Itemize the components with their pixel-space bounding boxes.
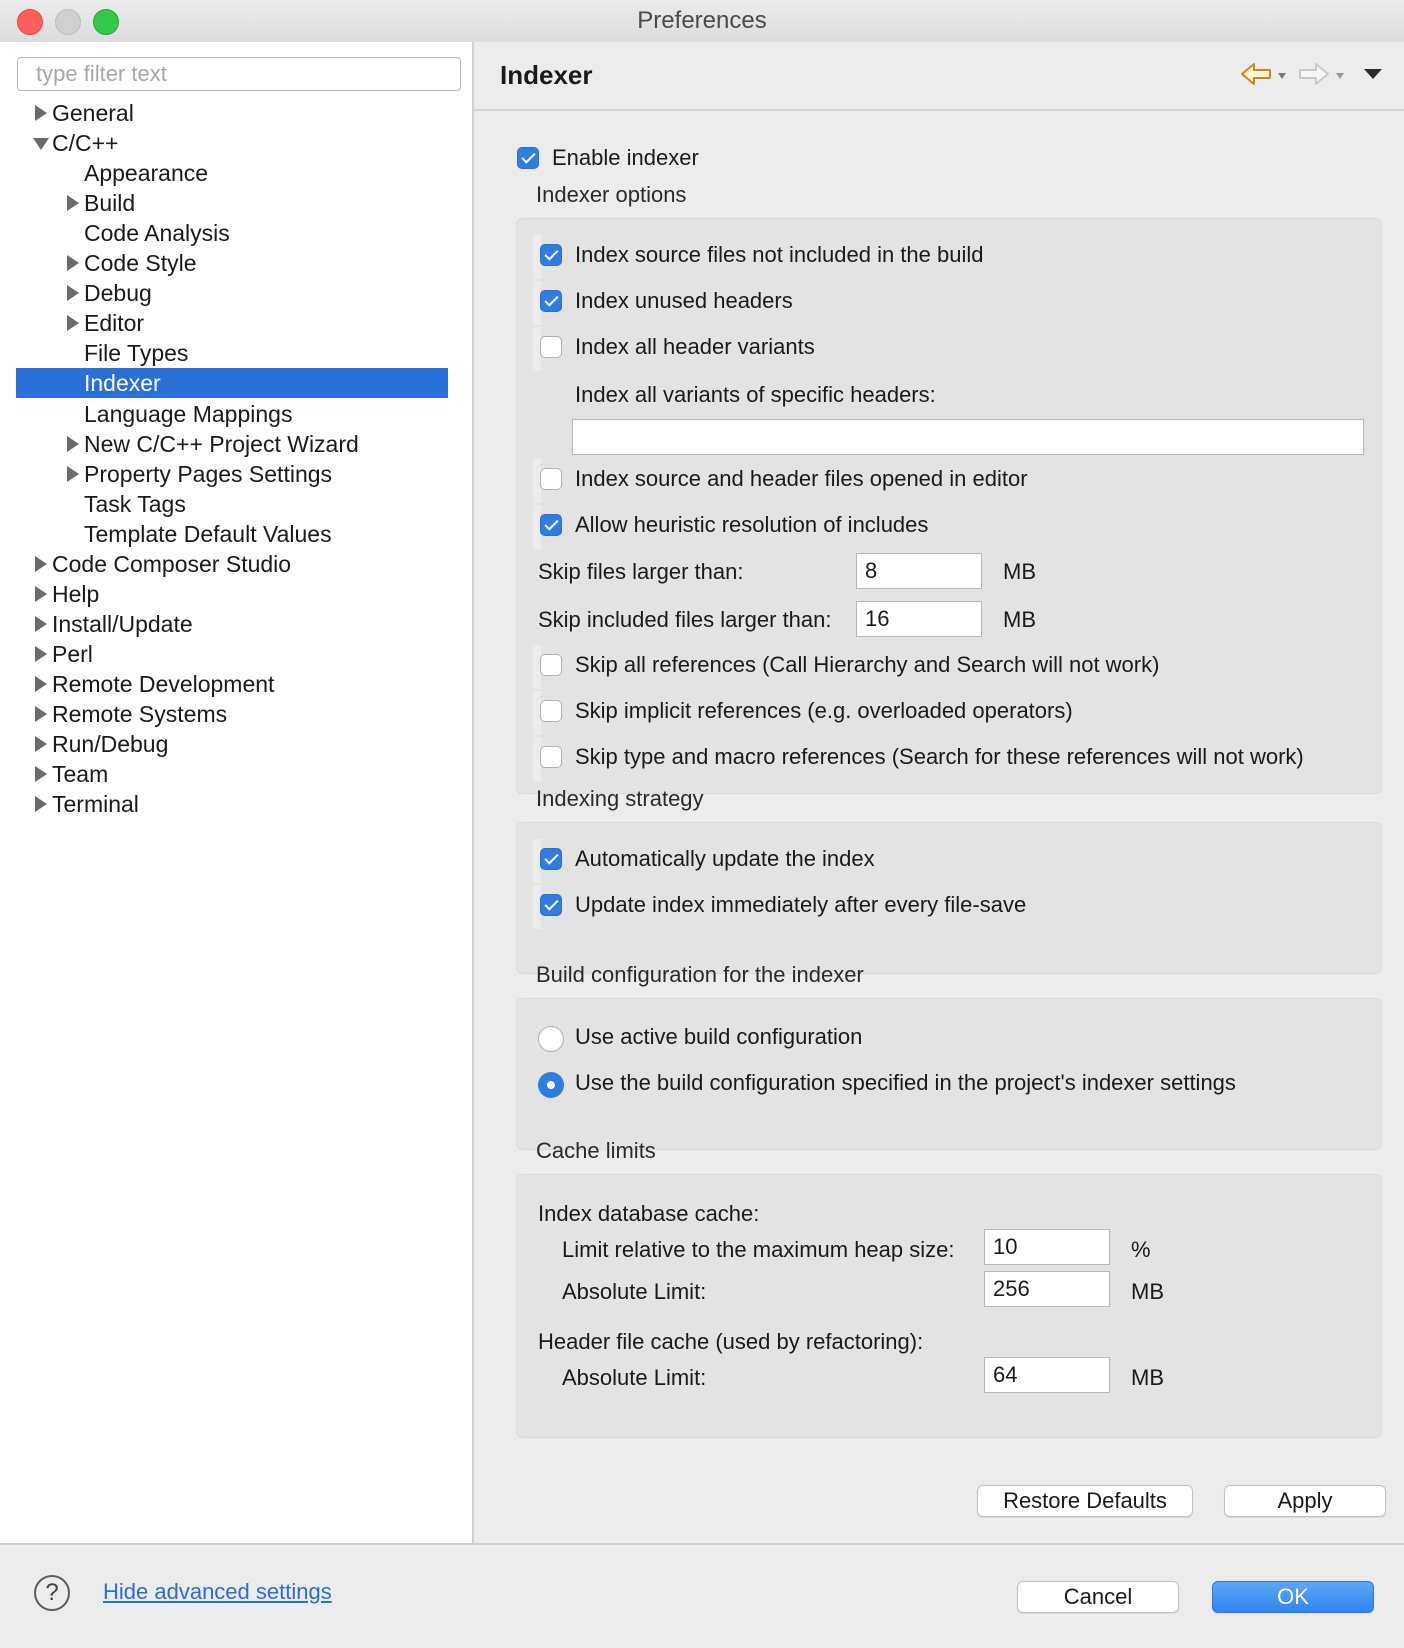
enable-indexer-label: Enable indexer	[552, 145, 699, 170]
update-on-save-check[interactable]	[540, 894, 562, 916]
tree-item[interactable]	[0, 218, 470, 248]
tree-item-label: Code Style	[84, 250, 197, 276]
skip-included-input[interactable]	[856, 601, 982, 637]
tree-item[interactable]	[0, 759, 470, 789]
title-bar	[0, 0, 1404, 43]
cancel-button[interactable]: Cancel	[1017, 1581, 1179, 1613]
update-on-save-label: Update index immediately after every file-save	[575, 892, 1027, 917]
preference-page	[474, 42, 1404, 1543]
index-opened-in-editor-checkbox[interactable]	[533, 459, 1028, 503]
absolute-limit-unit: MB	[1131, 1279, 1164, 1304]
skip-implicit-references-check[interactable]	[540, 700, 562, 722]
tree-item[interactable]	[0, 399, 470, 429]
indexer-options-group	[516, 218, 1382, 794]
collapsed-arrow-icon[interactable]	[33, 789, 49, 819]
skip-files-unit: MB	[1003, 559, 1036, 584]
collapsed-arrow-icon[interactable]	[33, 639, 49, 669]
ok-button[interactable]: OK	[1212, 1581, 1374, 1613]
tree-item[interactable]	[0, 158, 470, 188]
relative-limit-label: Limit relative to the maximum heap size:	[562, 1237, 955, 1262]
tree-item[interactable]	[0, 278, 470, 308]
help-icon[interactable]: ?	[34, 1575, 70, 1611]
back-nav-icon[interactable]	[1240, 60, 1296, 90]
use-project-config-radio[interactable]	[533, 1063, 1236, 1107]
tree-item-label: Task Tags	[84, 491, 186, 517]
build-config-title: Build configuration for the indexer	[536, 962, 864, 987]
forward-nav-icon[interactable]	[1298, 60, 1354, 90]
skip-implicit-references-checkbox[interactable]	[533, 691, 1073, 735]
tree-item[interactable]	[0, 549, 470, 579]
view-menu-icon[interactable]	[1362, 66, 1386, 82]
dialog-footer	[0, 1543, 1404, 1648]
tree-item-label: Language Mappings	[84, 401, 293, 427]
use-active-config-radio[interactable]	[533, 1017, 863, 1061]
hide-advanced-settings-link[interactable]: Hide advanced settings	[103, 1579, 332, 1604]
tree-item-label: Remote Systems	[52, 701, 228, 727]
tree-item[interactable]	[16, 368, 448, 398]
header-absolute-limit-unit: MB	[1131, 1365, 1164, 1390]
tree-item-label: Indexer	[84, 370, 161, 396]
filter-input[interactable]	[17, 57, 461, 91]
tree-item[interactable]	[0, 639, 470, 669]
skip-files-input[interactable]	[856, 553, 982, 589]
header-cache-label: Header file cache (used by refactoring):	[538, 1329, 924, 1354]
collapsed-arrow-icon[interactable]	[65, 278, 81, 308]
tree-item[interactable]	[0, 308, 470, 338]
tree-item-label: C/C++	[52, 130, 119, 156]
apply-button[interactable]: Apply	[1224, 1485, 1386, 1517]
skip-implicit-references-label: Skip implicit references (e.g. overloaded operators)	[575, 698, 1073, 723]
enable-indexer-checkbox[interactable]	[510, 138, 699, 182]
index-all-header-variants-check[interactable]	[540, 336, 562, 358]
tree-item-label: Code Analysis	[84, 220, 230, 246]
tree-item-label: File Types	[84, 340, 189, 366]
tree-item-label: General	[52, 100, 134, 126]
skip-all-references-checkbox[interactable]	[533, 645, 1160, 689]
cache-limits-title: Cache limits	[536, 1138, 656, 1163]
index-opened-in-editor-check[interactable]	[540, 468, 562, 490]
skip-included-label: Skip included files larger than:	[538, 607, 832, 632]
tree-item-label: Help	[52, 581, 100, 607]
page-title: Indexer	[500, 60, 593, 90]
index-source-not-in-build-label: Index source files not included in the build	[575, 242, 984, 267]
skip-included-unit: MB	[1003, 607, 1036, 632]
use-project-config-label: Use the build configuration specified in the project's indexer settings	[575, 1070, 1236, 1095]
window-title: Preferences	[637, 7, 767, 34]
heuristic-includes-label: Allow heuristic resolution of includes	[575, 512, 929, 537]
skip-type-macro-references-checkbox[interactable]	[533, 737, 1304, 781]
index-source-not-in-build-checkbox[interactable]	[533, 235, 984, 279]
relative-limit-unit: %	[1131, 1237, 1151, 1262]
index-all-header-variants-checkbox[interactable]	[533, 327, 815, 371]
tree-item[interactable]	[0, 609, 470, 639]
relative-limit-input[interactable]	[984, 1229, 1110, 1265]
indexing-strategy-title: Indexing strategy	[536, 786, 704, 811]
tree-item[interactable]	[0, 489, 470, 519]
specific-headers-input[interactable]	[572, 419, 1364, 455]
header-absolute-limit-label: Absolute Limit:	[562, 1365, 707, 1390]
restore-defaults-button[interactable]: Restore Defaults	[977, 1485, 1193, 1517]
specific-headers-label: Index all variants of specific headers:	[575, 382, 936, 407]
skip-type-macro-references-check[interactable]	[540, 746, 562, 768]
tree-item[interactable]	[0, 128, 470, 158]
tree-item-label: Terminal	[52, 791, 139, 817]
absolute-limit-input[interactable]	[984, 1271, 1110, 1307]
tree-item[interactable]	[0, 188, 470, 218]
auto-update-index-check[interactable]	[540, 848, 562, 870]
index-source-not-in-build-check[interactable]	[540, 244, 562, 266]
tree-item-label: Remote Development	[52, 671, 275, 697]
tree-item-label: Debug	[84, 280, 152, 306]
collapsed-arrow-icon[interactable]	[33, 549, 49, 579]
tree-item-label: Editor	[84, 310, 145, 336]
collapsed-arrow-icon[interactable]	[33, 699, 49, 729]
preference-tree-pane	[0, 42, 474, 1543]
indexer-options-title: Indexer options	[536, 182, 687, 207]
auto-update-index-checkbox[interactable]	[533, 839, 875, 883]
tree-item-label: Run/Debug	[52, 731, 169, 757]
db-cache-label: Index database cache:	[538, 1201, 760, 1226]
collapsed-arrow-icon[interactable]	[33, 609, 49, 639]
index-unused-headers-label: Index unused headers	[575, 288, 793, 313]
tree-item[interactable]	[0, 248, 470, 278]
heuristic-includes-check[interactable]	[540, 514, 562, 536]
collapsed-arrow-icon[interactable]	[33, 669, 49, 699]
collapsed-arrow-icon[interactable]	[65, 459, 81, 489]
tree-item-label: Perl	[52, 641, 93, 667]
tree-item[interactable]	[0, 789, 470, 819]
tree-item-label: New C/C++ Project Wizard	[84, 431, 359, 457]
enable-indexer-check[interactable]	[517, 147, 539, 169]
collapsed-arrow-icon[interactable]	[65, 429, 81, 459]
absolute-limit-label: Absolute Limit:	[562, 1279, 707, 1304]
header-absolute-limit-input[interactable]	[984, 1357, 1110, 1393]
skip-type-macro-references-label: Skip type and macro references (Search for these references will not work)	[575, 744, 1304, 769]
tree-item-label: Install/Update	[52, 611, 193, 637]
use-active-config-radio-dot[interactable]	[538, 1026, 564, 1052]
collapsed-arrow-icon[interactable]	[33, 759, 49, 789]
collapsed-arrow-icon[interactable]	[33, 729, 49, 759]
update-on-save-checkbox[interactable]	[533, 885, 1027, 929]
tree-item[interactable]	[0, 98, 470, 128]
tree-item-label: Build	[84, 190, 136, 216]
tree-item[interactable]	[0, 579, 470, 609]
collapsed-arrow-icon[interactable]	[65, 188, 81, 218]
tree-item[interactable]	[0, 519, 470, 549]
tree-item[interactable]	[0, 338, 470, 368]
header-separator	[474, 109, 1404, 111]
tree-item[interactable]	[0, 729, 470, 759]
index-unused-headers-checkbox[interactable]	[533, 281, 793, 325]
collapsed-arrow-icon[interactable]	[33, 579, 49, 609]
tree-item[interactable]	[0, 429, 470, 459]
tree-item-label: Appearance	[84, 160, 209, 186]
index-opened-in-editor-label: Index source and header files opened in editor	[575, 466, 1028, 491]
skip-files-label: Skip files larger than:	[538, 559, 744, 584]
skip-all-references-label: Skip all references (Call Hierarchy and Search will not work)	[575, 652, 1160, 677]
index-all-header-variants-label: Index all header variants	[575, 334, 815, 359]
tree-item-label: Template Default Values	[84, 521, 332, 547]
tree-item-label: Team	[52, 761, 109, 787]
tree-item[interactable]	[0, 699, 470, 729]
use-project-config-radio-dot[interactable]	[538, 1072, 564, 1098]
tree-item[interactable]	[0, 459, 470, 489]
expanded-arrow-icon[interactable]	[33, 128, 49, 158]
build-config-group	[516, 998, 1382, 1150]
heuristic-includes-checkbox[interactable]	[533, 505, 929, 549]
collapsed-arrow-icon[interactable]	[65, 248, 81, 278]
auto-update-index-label: Automatically update the index	[575, 846, 875, 871]
collapsed-arrow-icon[interactable]	[33, 98, 49, 128]
tree-item-label: Code Composer Studio	[52, 551, 292, 577]
use-active-config-label: Use active build configuration	[575, 1024, 863, 1049]
index-unused-headers-check[interactable]	[540, 290, 562, 312]
skip-all-references-check[interactable]	[540, 654, 562, 676]
collapsed-arrow-icon[interactable]	[65, 308, 81, 338]
tree-item[interactable]	[0, 669, 470, 699]
tree-item-label: Property Pages Settings	[84, 461, 333, 487]
indexing-strategy-group	[516, 822, 1382, 974]
cache-limits-group	[516, 1174, 1382, 1438]
